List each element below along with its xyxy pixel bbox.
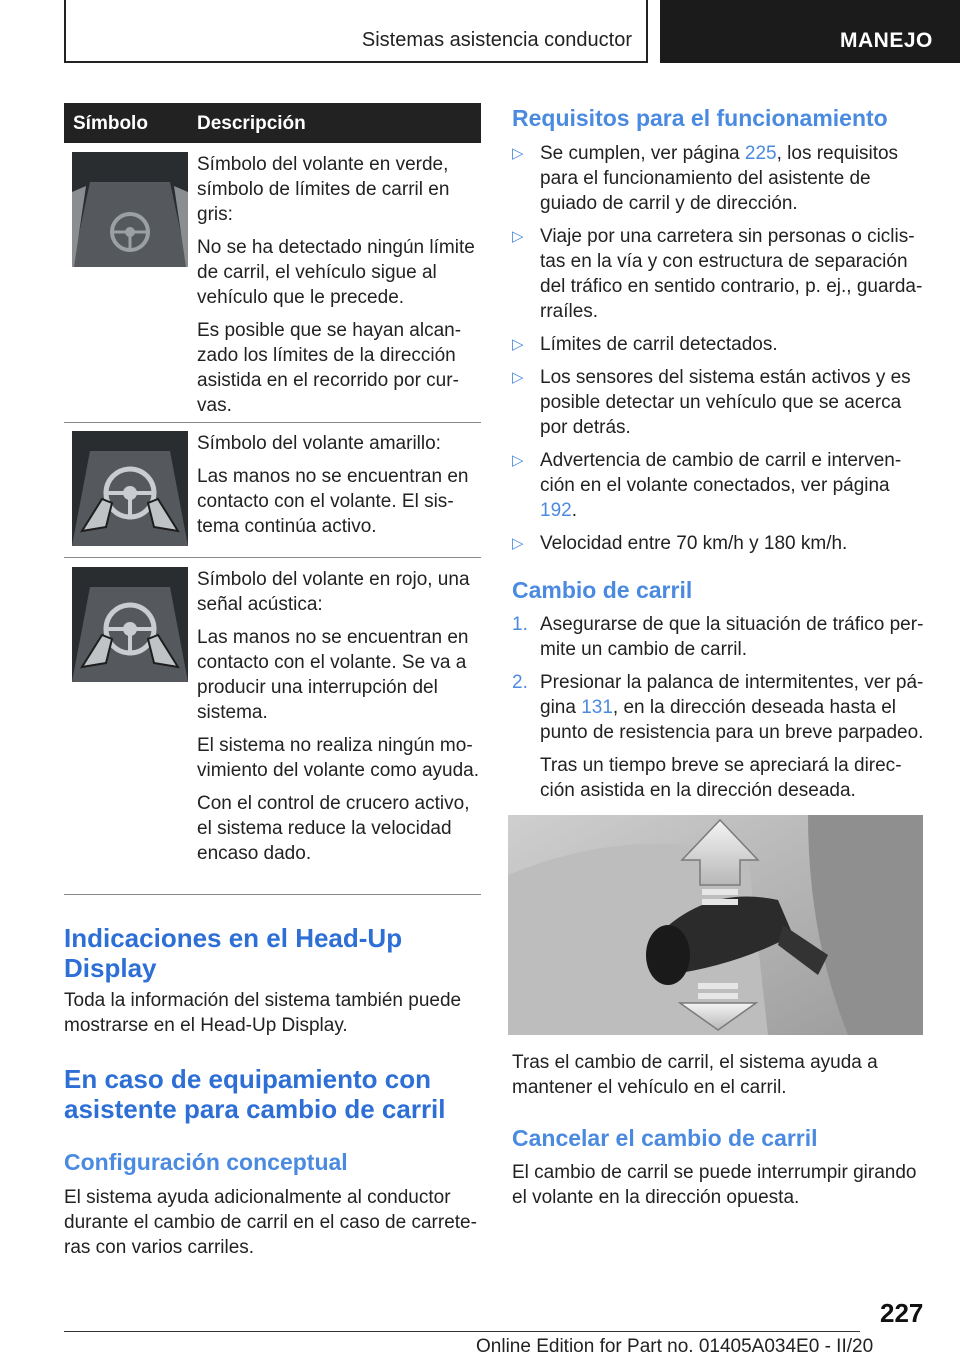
list-item <box>512 141 924 216</box>
hud-heading: Indicaciones en el Head-Up Display <box>64 923 403 983</box>
list-item-text: , los requisitos para el funcionamiento del asistente de guiado de carril y de dirección. <box>540 143 899 214</box>
list-item <box>512 670 924 803</box>
table-row-3-description <box>197 567 479 874</box>
lane-change-steps <box>512 612 924 811</box>
equipment-heading: En caso de equipamiento con asistente para cambio de carril <box>64 1064 446 1124</box>
list-item-text: Viaje por una carretera sin personas o ciclistas en la vía y con estructura de separación del tráfico en sentido contrario, p. ej., guardarraíles. <box>540 226 923 322</box>
step-number: 1. <box>512 614 528 635</box>
page-link[interactable]: 192 <box>540 500 572 521</box>
list-item <box>512 612 924 662</box>
triangle-bullet-icon: ▷ <box>512 228 524 245</box>
equipment-subheading: Configuración conceptual <box>64 1149 348 1175</box>
header-section-title: Sistemas asistencia conductor <box>361 29 632 51</box>
header-frame <box>64 0 648 63</box>
triangle-bullet-icon: ▷ <box>512 535 524 552</box>
list-item <box>512 448 924 523</box>
row-3-paragraph: Las manos no se encuentran en contacto con el volante. Se va a producir una interrupción del sistema. <box>197 627 469 723</box>
table-row-divider <box>64 894 481 895</box>
lane-change-after-text: Tras el cambio de carril, el sistema ayuda a mantener el vehículo en el carril. <box>512 1052 878 1098</box>
page-number: 227 <box>880 1298 924 1328</box>
table-header <box>64 103 481 143</box>
page-link[interactable]: 131 <box>581 697 613 718</box>
requirements-list <box>512 141 924 564</box>
list-item-text: Se cumplen, ver página <box>540 143 745 164</box>
footer-divider <box>64 1331 860 1332</box>
list-item-text: Límites de carril detectados. <box>540 334 778 355</box>
row-3-paragraph: El sistema no realiza ningún movimiento del volante como ayuda. <box>197 735 479 781</box>
list-item-text: , en la dirección deseada hasta el punto de resistencia para un breve parpadeo. <box>540 697 924 743</box>
step-number: 2. <box>512 672 528 693</box>
list-item-text: . <box>571 500 577 521</box>
row-1-paragraph: No se ha detectado ningún límite de carril, el vehículo sigue al vehículo que le precede. <box>197 237 475 308</box>
lane-change-heading: Cambio de carril <box>512 577 693 603</box>
equipment-text: El sistema ayuda adicionalmente al conductor durante el cambio de carril en el caso de carreteras con varios carriles. <box>64 1187 477 1258</box>
row-1-paragraph: Símbolo del volante en verde, símbolo de límites de carril en gris: <box>197 154 450 225</box>
header-chapter-label: MANEJO <box>840 29 933 52</box>
table-header-description: Descripción <box>197 113 306 134</box>
triangle-bullet-icon: ▷ <box>512 145 524 162</box>
triangle-bullet-icon: ▷ <box>512 452 524 469</box>
triangle-bullet-icon: ▷ <box>512 336 524 353</box>
list-item <box>512 332 924 357</box>
hud-text: Toda la información del sistema también puede mostrarse en el Head-Up Display. <box>64 990 462 1036</box>
list-item-text: Los sensores del sistema están activos y es posible detectar un vehículo que se acerca por detrás. <box>540 367 911 438</box>
steering-wheel-yellow-hands-icon <box>72 431 188 546</box>
list-item-text: Tras un tiempo breve se apreciará la dirección asistida en la dirección deseada. <box>540 755 902 801</box>
row-2-paragraph: Las manos no se encuentran en contacto con el volante. El sistema continúa activo. <box>197 466 469 537</box>
requirements-heading: Requisitos para el funcionamiento <box>512 105 888 131</box>
turn-signal-lever-illustration <box>508 815 923 1035</box>
row-1-paragraph: Es posible que se hayan alcanzado los límites de la dirección asistida en el recorrido por curvas. <box>197 320 462 416</box>
list-item <box>512 224 924 324</box>
list-item <box>512 365 924 440</box>
steering-wheel-green-gray-lanes-icon <box>72 152 188 267</box>
list-item <box>512 531 924 556</box>
row-2-paragraph: Símbolo del volante amarillo: <box>197 433 441 454</box>
cancel-heading: Cancelar el cambio de carril <box>512 1125 818 1151</box>
list-item-text: Asegurarse de que la situación de tráfico permite un cambio de carril. <box>540 614 924 660</box>
row-3-paragraph: Símbolo del volante en rojo, una señal acústica: <box>197 569 470 615</box>
footer-edition: Online Edition for Part no. 01405A034E0 - II/20 <box>476 1336 874 1357</box>
cancel-text: El cambio de carril se puede interrumpir girando el volante en la dirección opuesta. <box>512 1162 917 1208</box>
header-chapter-tab <box>660 0 960 63</box>
list-item-text: Presionar la palanca de intermitentes, ver página <box>540 672 924 718</box>
table-row-1-description <box>197 152 479 426</box>
triangle-bullet-icon: ▷ <box>512 369 524 386</box>
row-3-paragraph: Con el control de crucero activo, el sistema reduce la velocidad encaso dado. <box>197 793 470 864</box>
page-link[interactable]: 225 <box>744 143 777 164</box>
table-row-2-description <box>197 431 479 547</box>
list-item-text: Velocidad entre 70 km/h y 180 km/h. <box>540 533 848 554</box>
table-row-divider <box>64 557 481 558</box>
steering-wheel-red-hands-icon <box>72 567 188 682</box>
table-row-divider <box>64 422 481 423</box>
list-item-text: Advertencia de cambio de carril e intervención en el volante conectados, ver página <box>540 450 902 496</box>
table-header-symbol: Símbolo <box>73 113 148 134</box>
